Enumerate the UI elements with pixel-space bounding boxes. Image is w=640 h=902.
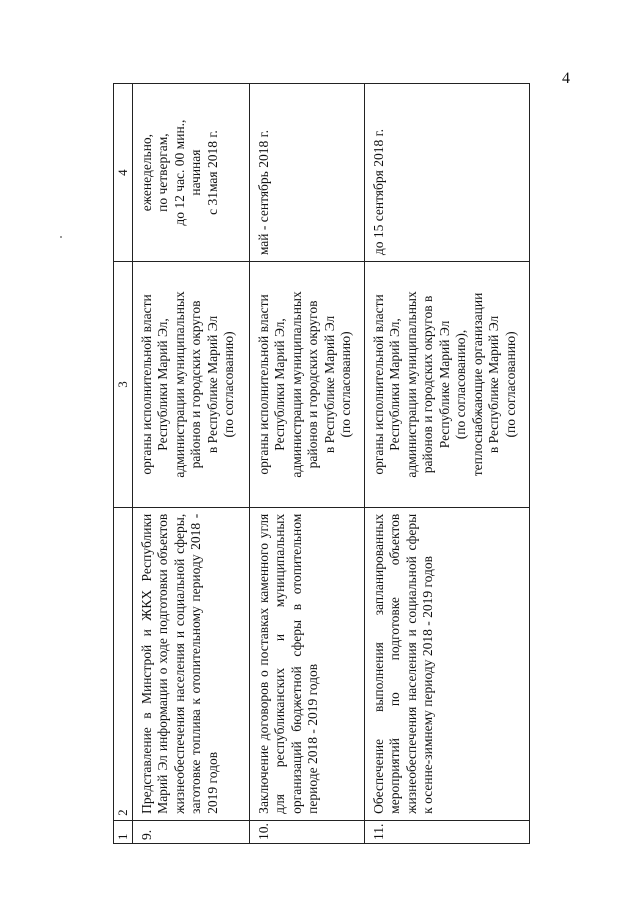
events-table <box>113 83 530 844</box>
rotated-table-container <box>113 83 559 844</box>
deadline-text: еженедельно, по четвергам, до 12 час. 00 мин., начиная с 31мая 2018 г. <box>132 84 249 262</box>
row-number: 10. <box>249 820 364 843</box>
responsible-text: органы исполнительной власти Республики Марий Эл, администрации муниципальных районов и городских округов в Республике Марий Эл (по согласованию) <box>249 262 364 508</box>
table-row <box>132 84 249 844</box>
responsible-text: органы исполнительной власти Республики Марий Эл, администрации муниципальных районов и городских округов в Республике Марий Эл (по согласованию), теплоснабжающие организации в Республике Марий Эл (по согласованию) <box>364 262 529 508</box>
page-number: 4 <box>562 70 570 87</box>
table-row <box>249 84 364 844</box>
event-text: Обеспечение выполнения запланированных мероприятий по подготовке объектов жизнеобеспечения населения и социальной сферы к осенне-зимнему периоду 2018 - 2019 годов <box>364 507 529 820</box>
table-row <box>364 84 529 844</box>
table-header-row <box>114 84 133 844</box>
row-number: 9. <box>132 820 249 843</box>
scan-speck <box>60 236 62 238</box>
header-col-4: 4 <box>114 84 133 262</box>
header-col-1: 1 <box>114 820 133 843</box>
deadline-text: май - сентябрь 2018 г. <box>249 84 364 262</box>
row-number: 11. <box>364 820 529 843</box>
event-text: Представление в Минстрой и ЖКХ Республики Марий Эл информации о ходе подготовки объектов жизнеобеспечения населения и социальной сферы, заготовке топлива к отопительному периоду 2018 - 2019 годов <box>132 507 249 820</box>
header-col-3: 3 <box>114 262 133 508</box>
header-col-2: 2 <box>114 507 133 820</box>
deadline-text: до 15 сентября 2018 г. <box>364 84 529 262</box>
event-text: Заключение договоров о поставках каменного угля для республиканских и муниципальных организаций бюджетной сферы в отопительном периоде 2018 - 2019 годов <box>249 507 364 820</box>
responsible-text: органы исполнительной власти Республики Марий Эл, администрации муниципальных районов и городских округов в Республике Марий Эл (по согласованию) <box>132 262 249 508</box>
